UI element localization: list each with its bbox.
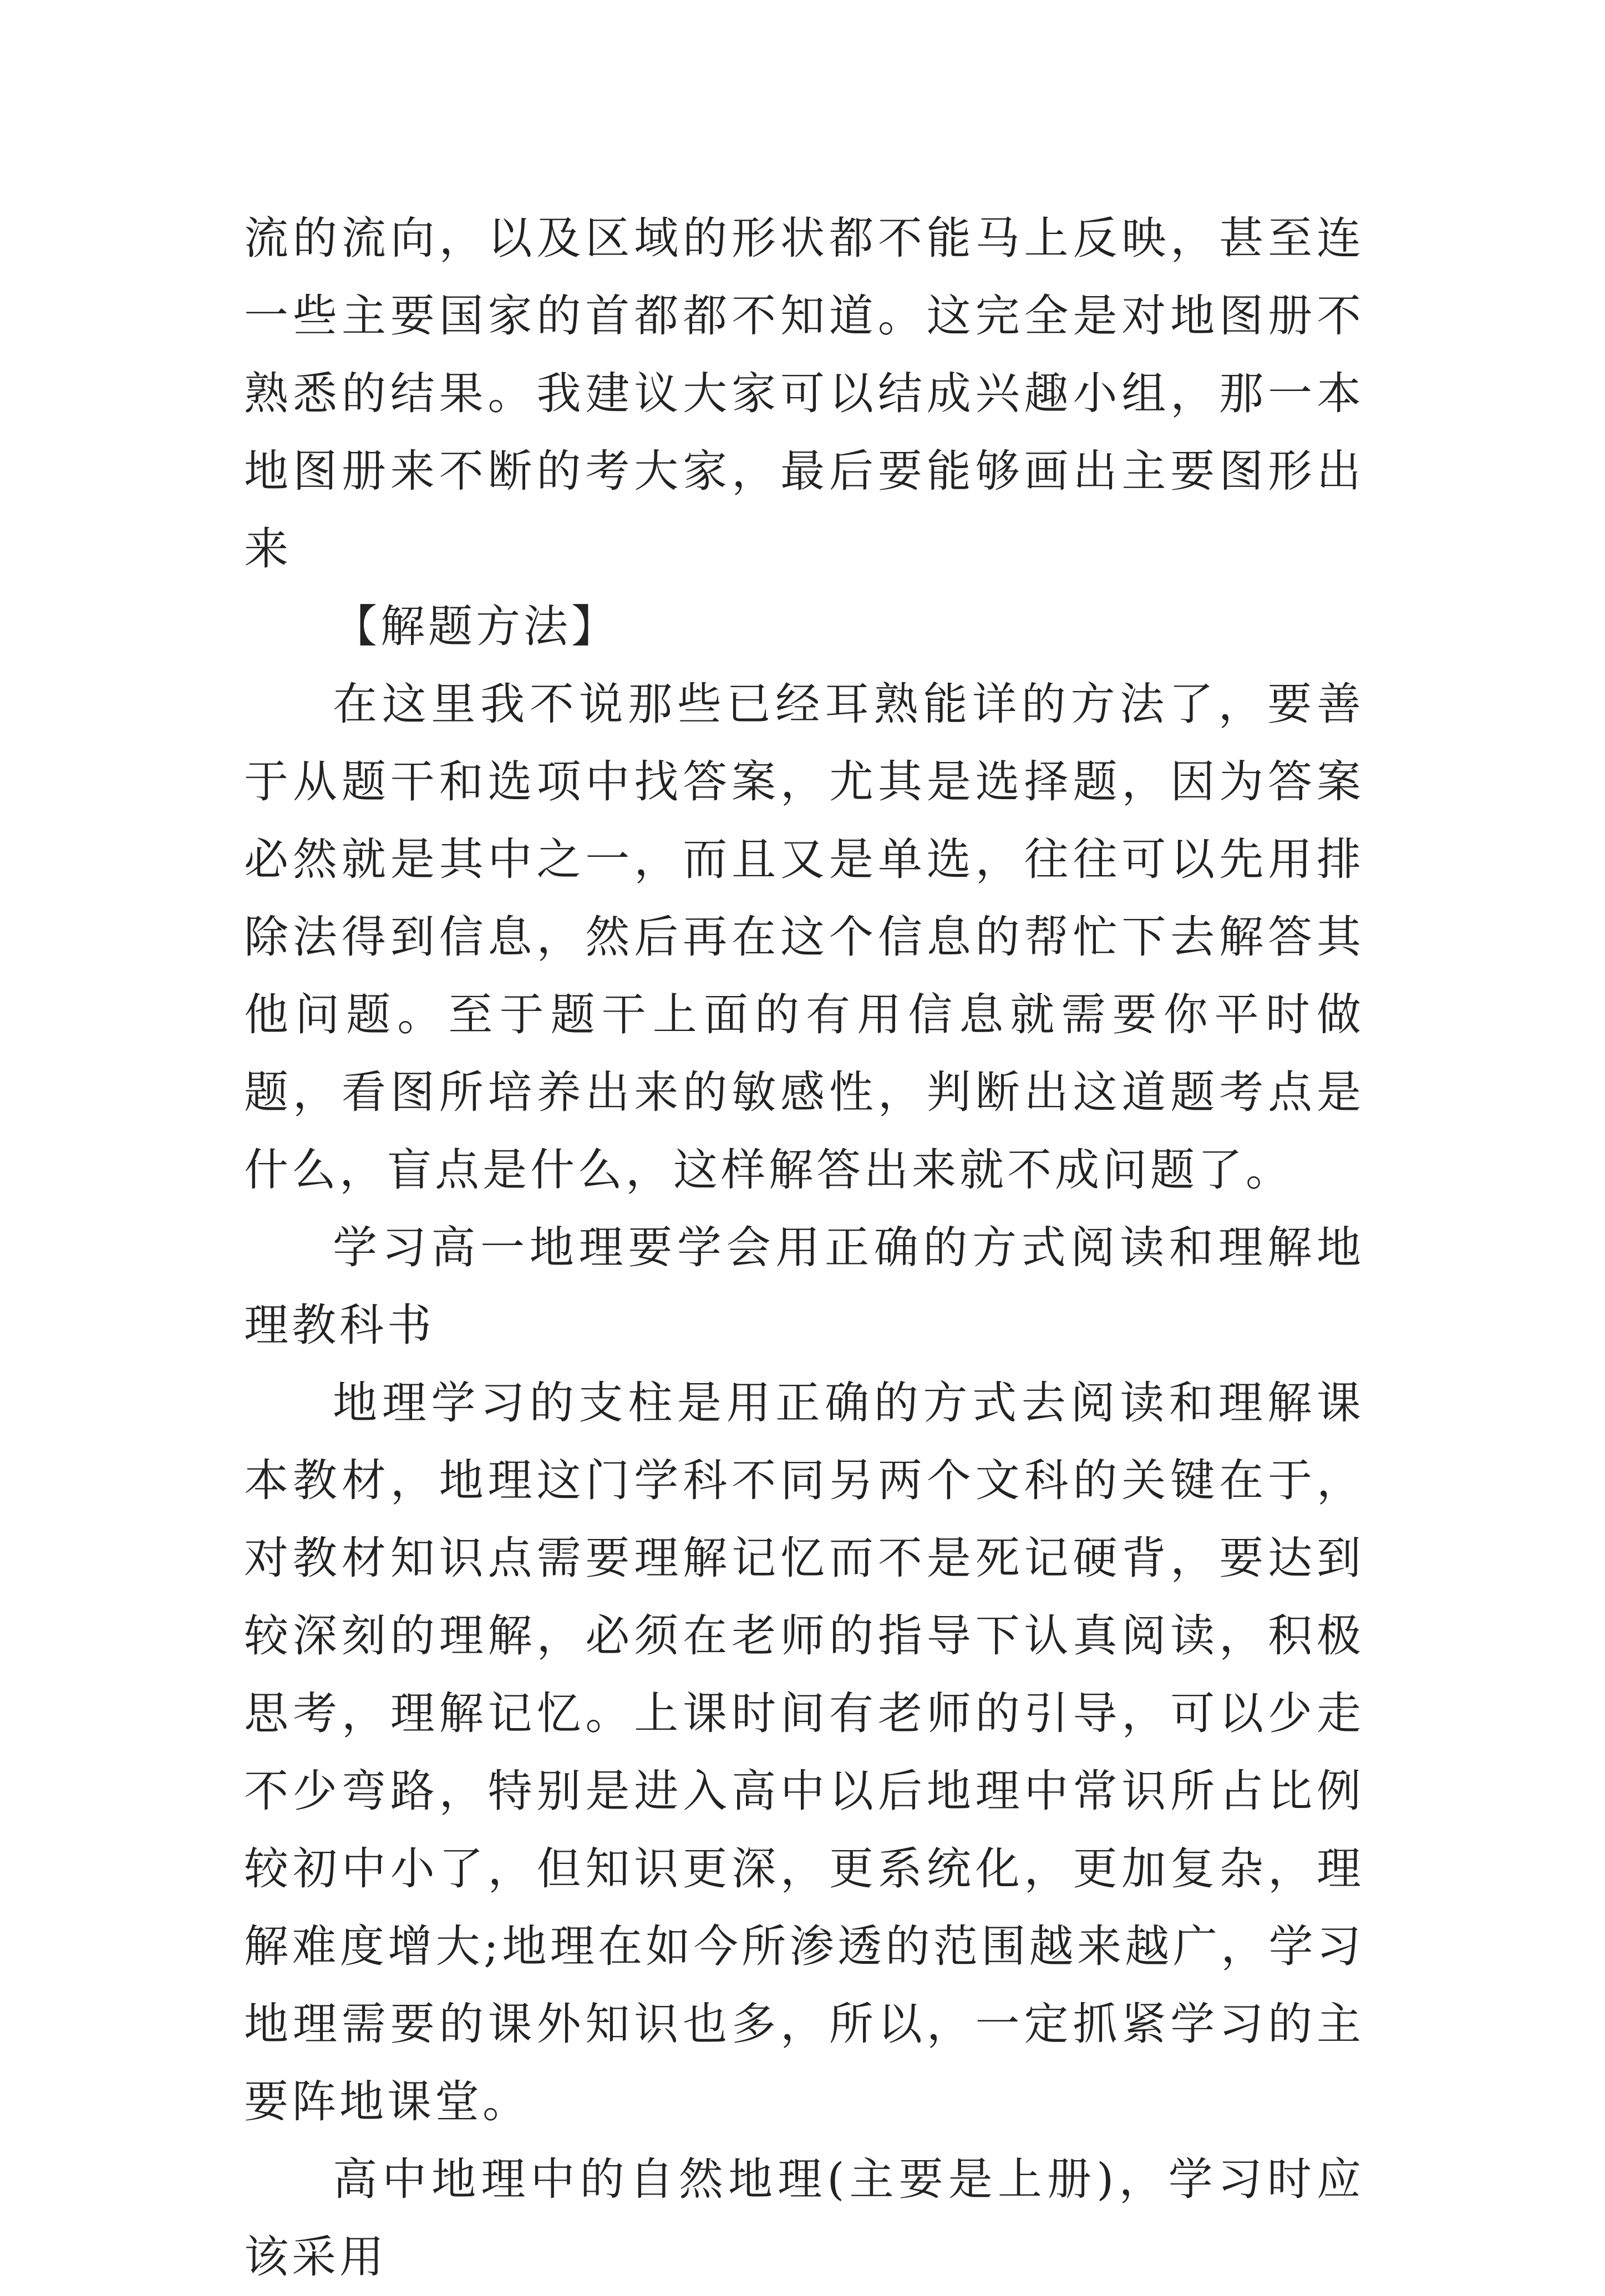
document-body bbox=[244, 200, 1364, 2296]
paragraph-continuation: 流的流向，以及区域的形状都不能马上反映，甚至连一些主要国家的首都都不知道。这完全是对地图册不熟悉的结果。我建议大家可以结成兴趣小组，那一本地图册来不断的考大家，最后要能够画出主要图形出来 bbox=[244, 212, 1364, 575]
paragraph-physical-geography: 高中地理中的自然地理(主要是上册)，学习时应该采用 bbox=[244, 2153, 1364, 2283]
section-heading-solving-methods: 【解题方法】 bbox=[333, 601, 619, 652]
section-heading-reading-textbook: 学习高一地理要学会用正确的方式阅读和理解地理教科书 bbox=[244, 1222, 1364, 1351]
paragraph-solving-methods: 在这里我不说那些已经耳熟能详的方法了，要善于从题干和选项中找答案，尤其是选择题，因为答案必然就是其中之一，而且又是单选，往往可以先用排除法得到信息，然后再在这个信息的帮忙下去解答其他问题。至于题干上面的有用信息就需要你平时做题，看图所培养出来的敏感性，判断出这道题考点是什么，盲点是什么，这样解答出来就不成问题了。 bbox=[244, 678, 1364, 1196]
paragraph-reading-textbook: 地理学习的支柱是用正确的方式去阅读和理解课本教材，地理这门学科不同另两个文科的关键在于，对教材知识点需要理解记忆而不是死记硬背，要达到较深刻的理解，必须在老师的指导下认真阅读，积极思考，理解记忆。上课时间有老师的引导，可以少走不少弯路，特别是进入高中以后地理中常识所占比例较初中小了，但知识更深，更系统化，更加复杂，理解难度增大;地理在如今所渗透的范围越来越广，学习地理需要的课外知识也多，所以，一定抓紧学习的主要阵地课堂。 bbox=[244, 1377, 1364, 2127]
